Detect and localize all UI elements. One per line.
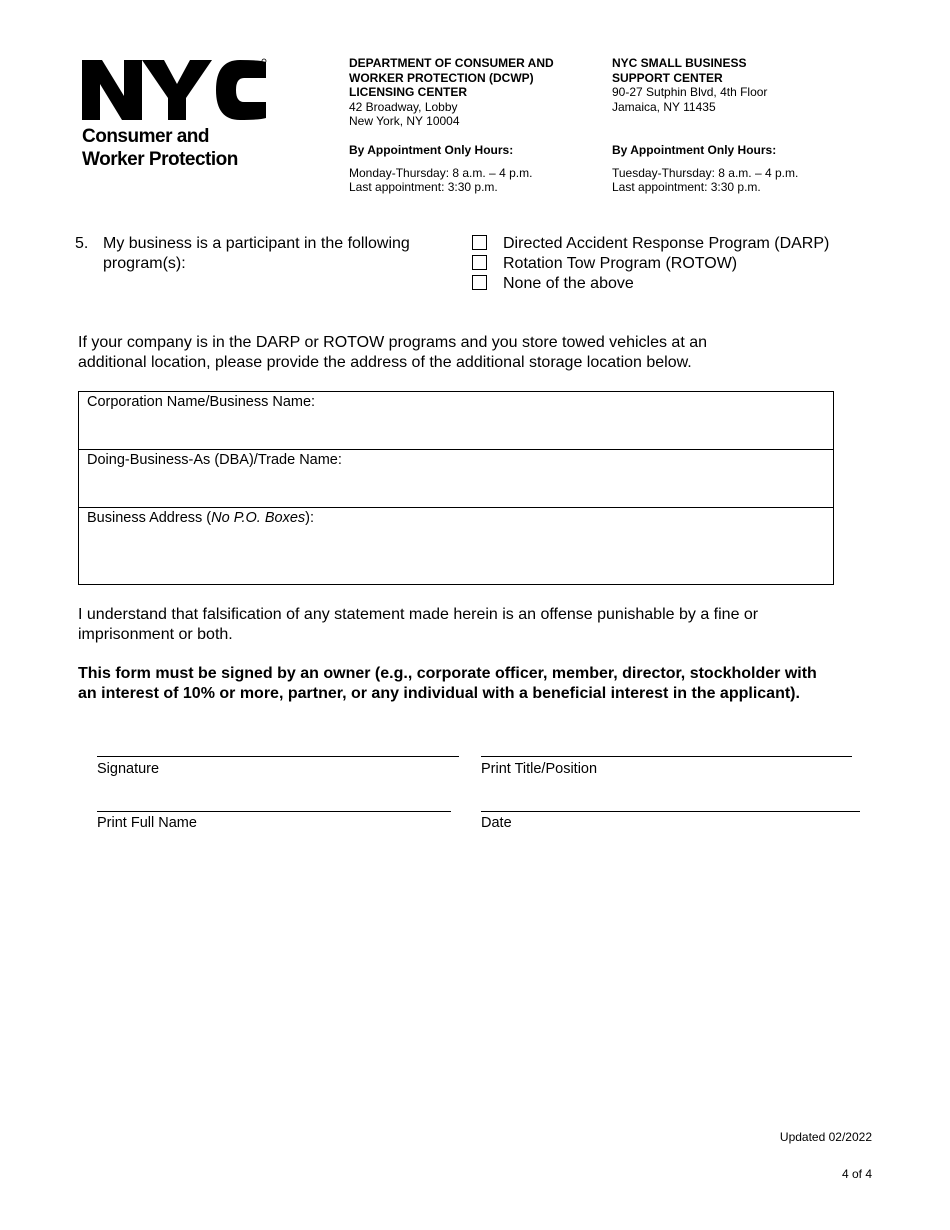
- office-hours-line: Tuesday-Thursday: 8 a.m. – 4 p.m.: [612, 165, 799, 180]
- corp-name-input[interactable]: [87, 421, 825, 445]
- option-label: Rotation Tow Program (ROTOW): [503, 255, 738, 272]
- checkbox-rotow[interactable]: [472, 255, 487, 270]
- storage-address-table: [78, 391, 834, 585]
- sbs-office-block: [612, 56, 872, 195]
- storage-note-line: If your company is in the DARP or ROTOW programs and you store towed vehicles at an: [78, 334, 708, 351]
- full-name-label: Print Full Name: [97, 815, 197, 831]
- corp-name-label: Corporation Name/Business Name:: [87, 394, 316, 410]
- signing-requirement: [78, 664, 908, 704]
- office-hours-title: By Appointment Only Hours:: [349, 142, 514, 157]
- office-hours-line: Last appointment: 3:30 p.m.: [612, 180, 761, 195]
- updated-date: Updated 02/2022: [779, 1130, 872, 1144]
- address-label-end: ):: [305, 510, 315, 526]
- title-line[interactable]: [481, 756, 852, 757]
- signature-line[interactable]: [97, 756, 459, 757]
- checkbox-darp[interactable]: [472, 235, 487, 250]
- business-address-label: [87, 510, 314, 526]
- option-rotow[interactable]: [472, 254, 737, 274]
- dba-name-label: Doing-Business-As (DBA)/Trade Name:: [87, 452, 342, 468]
- dba-name-input[interactable]: [87, 479, 825, 503]
- address-label-start: Business Address (: [87, 510, 212, 526]
- option-label: Directed Accident Response Program (DARP): [503, 235, 830, 252]
- falsification-line: I understand that falsification of any statement made herein is an offense punishable by a fine or: [78, 606, 759, 623]
- signing-requirement-line: This form must be signed by an owner (e.g., corporate officer, member, director, stockholder with: [78, 665, 817, 682]
- nyc-logo: [80, 56, 280, 176]
- option-darp[interactable]: [472, 234, 829, 254]
- checkbox-none[interactable]: [472, 275, 487, 290]
- office-hours-title: By Appointment Only Hours:: [612, 142, 777, 157]
- full-name-line[interactable]: [97, 811, 451, 812]
- signature-label: Signature: [97, 761, 160, 777]
- date-label: Date: [481, 815, 512, 831]
- office-name-line: LICENSING CENTER: [349, 85, 468, 100]
- option-none[interactable]: [472, 274, 634, 294]
- dba-name-row: [79, 450, 833, 508]
- logo-text-line2: Worker Protection: [82, 149, 238, 170]
- office-address-line: 42 Broadway, Lobby: [349, 99, 458, 114]
- office-name-line: WORKER PROTECTION (DCWP): [349, 70, 534, 85]
- title-label: Print Title/Position: [481, 761, 598, 777]
- signing-requirement-line: an interest of 10% or more, partner, or any individual with a beneficial interest in the applicant).: [78, 685, 800, 702]
- office-name-line: DEPARTMENT OF CONSUMER AND: [349, 56, 554, 70]
- storage-note: [78, 333, 878, 373]
- question-text: [103, 234, 453, 274]
- nyc-wordmark-logo: [80, 56, 270, 122]
- logo-text-line1: Consumer and: [82, 126, 210, 147]
- office-hours-line: Monday-Thursday: 8 a.m. – 4 p.m.: [349, 165, 533, 180]
- falsification-line: imprisonment or both.: [78, 626, 233, 643]
- corp-name-row: [79, 392, 833, 450]
- storage-note-line: additional location, please provide the address of the additional storage location below.: [78, 354, 692, 371]
- question-text-line: My business is a participant in the following: [103, 235, 410, 252]
- business-address-input[interactable]: [87, 556, 825, 580]
- option-label: None of the above: [503, 275, 634, 292]
- office-name-line: SUPPORT CENTER: [612, 70, 723, 85]
- falsification-statement: [78, 605, 898, 645]
- date-line[interactable]: [481, 811, 860, 812]
- office-hours-line: Last appointment: 3:30 p.m.: [349, 180, 498, 195]
- office-address-line: New York, NY 10004: [349, 114, 460, 129]
- dcwp-office-block: [349, 56, 599, 195]
- office-address-line: Jamaica, NY 11435: [612, 99, 716, 114]
- question-text-line: program(s):: [103, 255, 186, 272]
- office-name-line: NYC SMALL BUSINESS: [612, 56, 747, 70]
- address-label-italic: No P.O. Boxes: [211, 510, 306, 526]
- business-address-row: [79, 508, 833, 584]
- question-number: 5.: [75, 235, 89, 252]
- office-address-line: 90-27 Sutphin Blvd, 4th Floor: [612, 85, 768, 100]
- page-number: 4 of 4: [841, 1167, 872, 1181]
